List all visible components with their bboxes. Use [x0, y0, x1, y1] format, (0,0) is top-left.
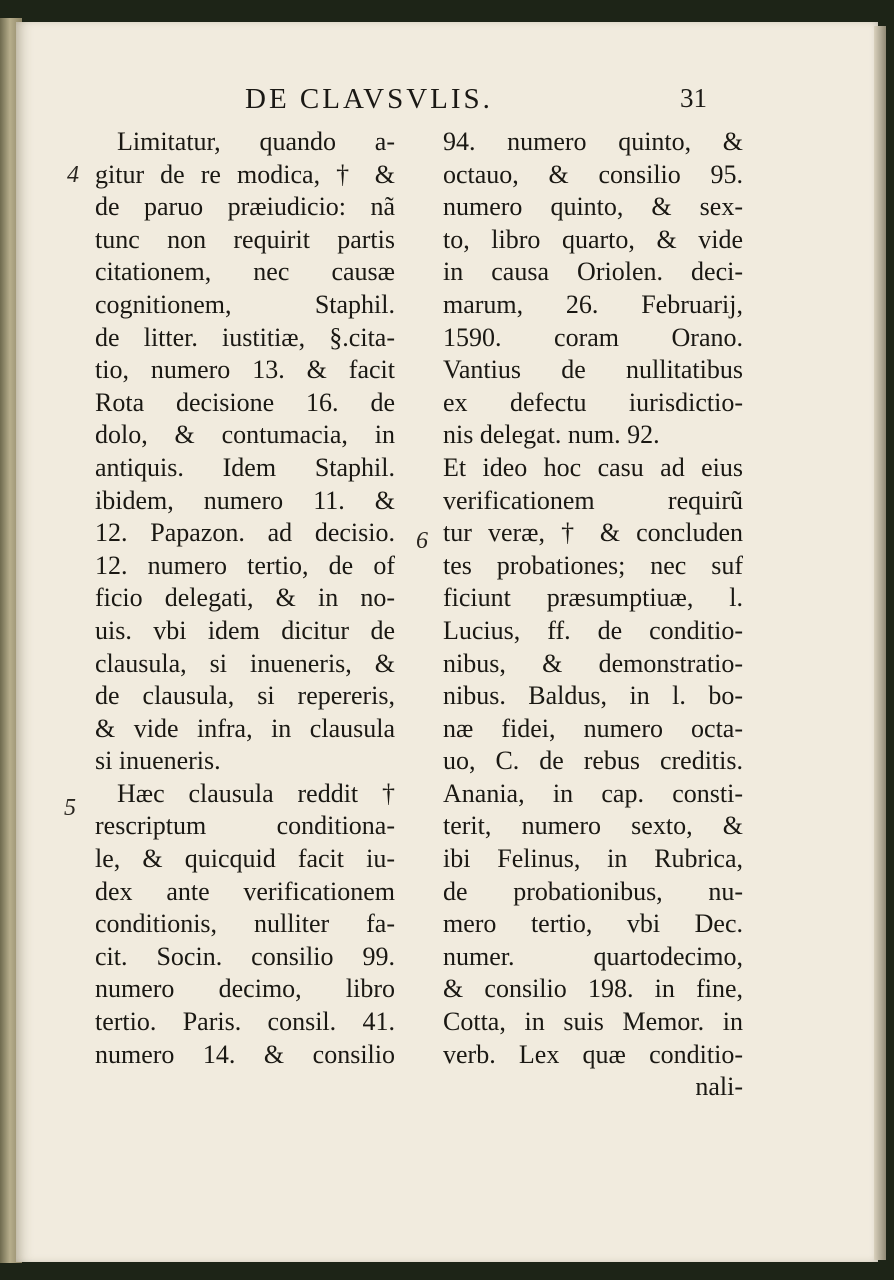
text-line: numero quinto, & sex-	[443, 192, 743, 222]
text-line: verificationem requirũ	[443, 485, 743, 515]
text-line: numero decimo, libro	[95, 974, 395, 1004]
text-line: Cotta, in suis Memor. in	[443, 1007, 743, 1037]
running-head: DE CLAVSVLIS.	[245, 83, 493, 115]
text-line: cit. Socin. consilio 99.	[95, 941, 395, 971]
text-line: de litter. iustitiæ, §.cita-	[95, 322, 395, 352]
margin-marker-4: 4	[67, 162, 79, 188]
text-line: nibus, & demonstratio-	[443, 648, 743, 678]
text-line: ex defectu iurisdictio-	[443, 387, 743, 417]
text-line: dex ante verificationem	[95, 876, 395, 906]
text-line: 1590. coram Orano.	[443, 322, 743, 352]
text-line: tertio. Paris. consil. 41.	[95, 1007, 395, 1037]
margin-marker-6: 6	[416, 528, 428, 554]
text-line: de paruo præiudicio: nã	[95, 192, 395, 222]
text-line: 94. numero quinto, &	[443, 127, 743, 156]
text-line: Limitatur, quando a-	[117, 127, 395, 156]
text-line: in causa Oriolen. deci-	[443, 257, 743, 287]
text-line: Hæc clausula reddit †	[117, 778, 395, 808]
text-line: Lucius, ff. de conditio-	[443, 615, 743, 645]
text-line: Rota decisione 16. de	[95, 387, 395, 417]
text-line: & consilio 198. in fine,	[443, 974, 743, 1004]
text-line: le, & quicquid facit iu-	[95, 844, 395, 874]
text-line: clausula, si inueneris, &	[95, 648, 395, 678]
text-line: Anania, in cap. consti-	[443, 778, 743, 808]
text-line: mero tertio, vbi Dec.	[443, 909, 743, 939]
text-line: octauo, & consilio 95.	[443, 159, 743, 189]
text-line: terit, numero sexto, &	[443, 811, 743, 841]
text-line: citationem, nec causæ	[95, 257, 395, 287]
text-line: Et ideo hoc casu ad eius	[443, 452, 743, 482]
text-line: 12. numero tertio, de of	[95, 550, 395, 580]
text-line: nibus. Baldus, in l. bo-	[443, 681, 743, 711]
text-line: antiquis. Idem Staphil.	[95, 452, 395, 482]
text-line: ibidem, numero 11. &	[95, 485, 395, 515]
text-line: to, libro quarto, & vide	[443, 224, 743, 254]
text-line: conditionis, nulliter fa-	[95, 909, 395, 939]
text-line: nis delegat. num. 92.	[443, 420, 660, 450]
text-line: & vide infra, in clausula	[95, 713, 395, 743]
text-line: ficio delegati, & in no-	[95, 583, 395, 613]
catchword: nali-	[695, 1072, 743, 1102]
text-line: uis. vbi idem dicitur de	[95, 615, 395, 645]
left-text-column	[95, 126, 395, 1071]
page-number: 31	[680, 83, 707, 113]
text-line: verb. Lex quæ conditio-	[443, 1039, 743, 1069]
right-text-column	[443, 126, 743, 1104]
text-line: gitur de re modica, † &	[95, 159, 395, 189]
text-line: tur veræ, † & concluden	[443, 518, 743, 548]
text-line: rescriptum conditiona-	[95, 811, 395, 841]
text-line: numer. quartodecimo,	[443, 941, 743, 971]
text-line: ficiunt præsumptiuæ, l.	[443, 583, 743, 613]
text-line: dolo, & contumacia, in	[95, 420, 395, 450]
text-line: ibi Felinus, in Rubrica,	[443, 844, 743, 874]
text-line: cognitionem, Staphil.	[95, 289, 395, 319]
text-line: tunc non requirit partis	[95, 224, 395, 254]
text-line: Vantius de nullitatibus	[443, 355, 743, 385]
text-line: uo, C. de rebus creditis.	[443, 746, 743, 776]
text-line: næ fidei, numero octa-	[443, 713, 743, 743]
text-line: de clausula, si repereris,	[95, 681, 395, 711]
margin-marker-5: 5	[64, 795, 76, 821]
text-line: tio, numero 13. & facit	[95, 355, 395, 385]
text-line: numero 14. & consilio	[95, 1039, 395, 1069]
text-line: 12. Papazon. ad decisio.	[95, 518, 395, 548]
text-line: si inueneris.	[95, 746, 221, 776]
text-line: marum, 26. Februarij,	[443, 289, 743, 319]
page-fore-edge	[874, 26, 886, 1260]
text-line: de probationibus, nu-	[443, 876, 743, 906]
text-line: tes probationes; nec suf	[443, 550, 743, 580]
